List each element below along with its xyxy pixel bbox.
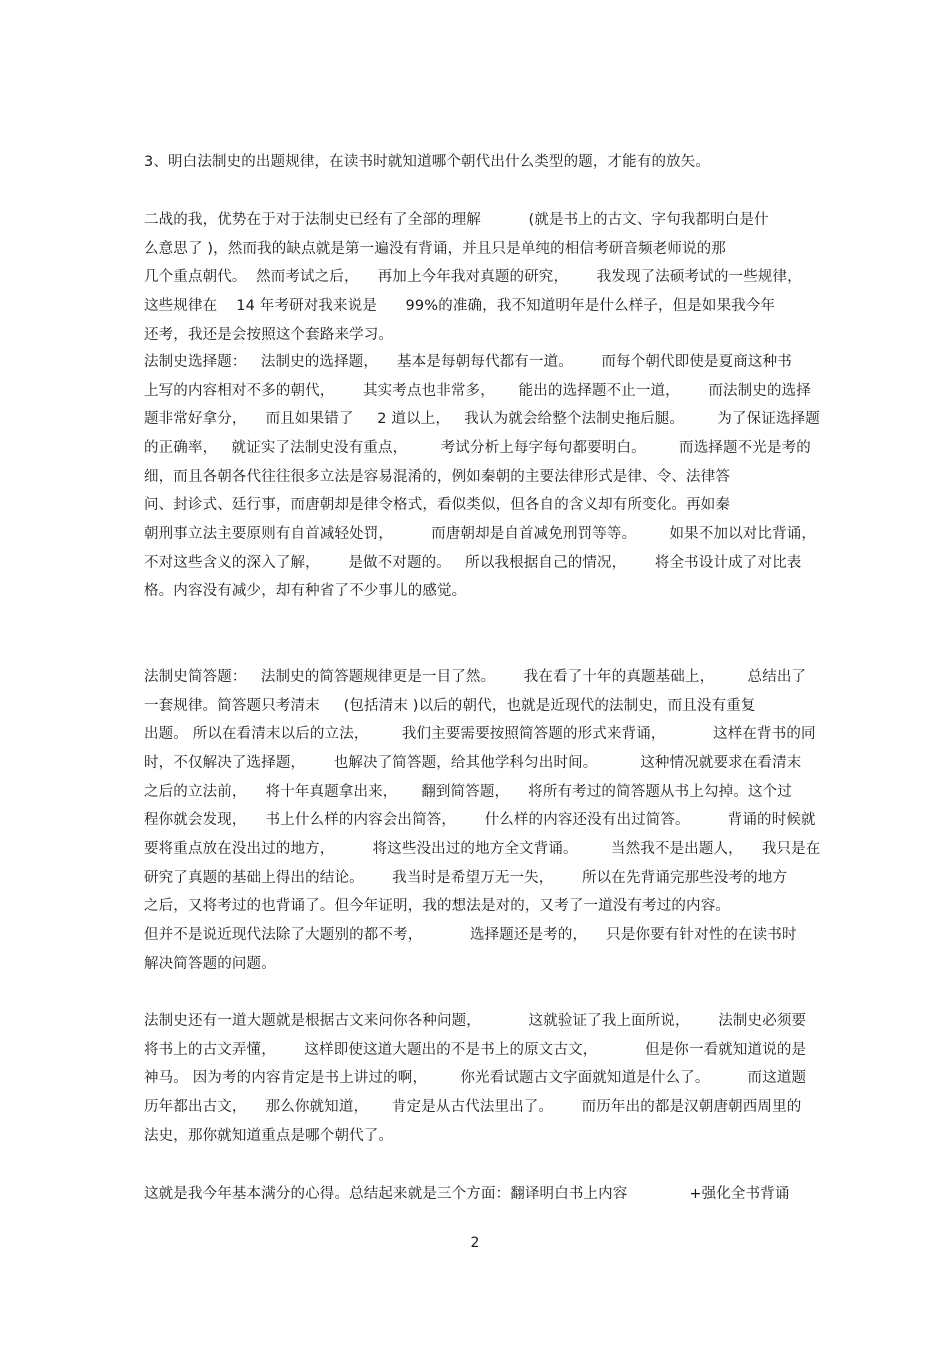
text-line: 程你就会发现， 书上什么样的内容会出简答， 什么样的内容还没有出过简答。 背诵的时候就	[144, 812, 816, 829]
text-line: 这些规律在 14 年考研对我来说是 99%的准确，我不知道明年是什么样子，但是如果我今年	[144, 297, 776, 314]
text-line: 出题。 所以在看清末以后的立法， 我们主要需要按照简答题的形式来背诵， 这样在背书的同	[144, 726, 816, 743]
text-line: 几个重点朝代。 然而考试之后， 再加上今年我对真题的研究， 我发现了法硕考试的一些规律，	[144, 269, 802, 286]
text-line: 要将重点放在没出过的地方， 将这些没出过的地方全文背诵。 当然我不是出题人， 我只是在	[144, 840, 821, 857]
text-line: 法制史还有一道大题就是根据古文来问你各种问题， 这就验证了我上面所说， 法制史必须要	[144, 1013, 807, 1029]
text-line: 上写的内容相对不多的朝代， 其实考点也非常多， 能出的选择题不止一道， 而法制史的选择	[144, 382, 811, 399]
text-line: 细，而且各朝各代往往很多立法是容易混淆的，例如秦朝的主要法律形式是律、令、法律答	[144, 468, 730, 485]
text-line: 题非常好拿分， 而且如果错了 2 道以上， 我认为就会给整个法制史拖后腿。 为了保证选择题	[144, 411, 820, 428]
text-line: 法制史简答题： 法制史的简答题规律更是一目了然。 我在看了十年的真题基础上， 总结出了	[144, 669, 807, 685]
text-line: 不对这些含义的深入了解， 是做不对题的。 所以我根据自己的情况， 将全书设计成了对比表	[144, 554, 802, 571]
text-line: 还考，我还是会按照这个套路来学习。	[144, 326, 394, 343]
text-line: 3、明白法制史的出题规律，在读书时就知道哪个朝代出什么类型的题，才能有的放矢。	[144, 154, 711, 170]
page-number: 2	[470, 1235, 480, 1251]
text-line: 么意思了 )，然而我的缺点就是第一遍没有背诵，并且只是单纯的相信考研音频老师说的那	[144, 240, 726, 257]
text-line: 之后，又将考过的也背诵了。但今年证明，我的想法是对的，又考了一道没有考过的内容。	[144, 898, 730, 915]
text-line: 将书上的古文弄懂， 这样即使这道大题出的不是书上的原文古文， 但是你一看就知道说的是	[144, 1041, 807, 1058]
text-line: 解决简答题的问题。	[144, 955, 276, 972]
text-line: 但并不是说近现代法除了大题别的都不考， 选择题还是考的， 只是你要有针对性的在读书时	[144, 926, 797, 943]
text-line: 之后的立法前， 将十年真题拿出来， 翻到简答题， 将所有考过的简答题从书上勾掉。这个过	[144, 783, 792, 800]
text-line: 研究了真题的基础上得出的结论。 我当时是希望万无一失， 所以在先背诵完那些没考的地方	[144, 869, 788, 886]
text-line: 时，不仅解决了选择题， 也解决了简答题，给其他学科匀出时间。 这种情况就要求在看清末	[144, 754, 802, 771]
text-line: 格。内容没有减少，却有种省了不少事儿的感觉。	[144, 583, 467, 600]
text-line: 这就是我今年基本满分的心得。总结起来就是三个方面：翻译明白书上内容 +强化全书背诵	[144, 1186, 790, 1202]
text-line: 的正确率， 就证实了法制史没有重点， 考试分析上每字每句都要明白。 而选择题不光是考的	[144, 439, 811, 456]
text-line: 法史，那你就知道重点是哪个朝代了。	[144, 1127, 394, 1144]
text-line: 法制史选择题： 法制史的选择题， 基本是每朝每代都有一道。 而每个朝代即使是夏商这种书	[144, 354, 792, 370]
text-line: 问、封诊式、廷行事，而唐朝却是律令格式，看似类似，但各自的含义却有所变化。再如秦	[144, 497, 730, 514]
text-line: 神马。 因为考的内容肯定是书上讲过的啊， 你光看试题古文字面就知道是什么了。 而这道题	[144, 1070, 807, 1087]
text-line: 朝刑事立法主要原则有自首减轻处罚， 而唐朝却是自首减免刑罚等等。 如果不加以对比背诵，	[144, 525, 817, 542]
text-line: 二战的我，优势在于对于法制史已经有了全部的理解 (就是书上的古文、字句我都明白是什	[144, 212, 769, 228]
text-line: 历年都出古文， 那么你就知道， 肯定是从古代法里出了。 而历年出的都是汉朝唐朝西周里的	[144, 1098, 802, 1115]
text-line: 一套规律。简答题只考清末 (包括清末 )以后的朝代，也就是近现代的法制史，而且没有重复	[144, 697, 756, 714]
